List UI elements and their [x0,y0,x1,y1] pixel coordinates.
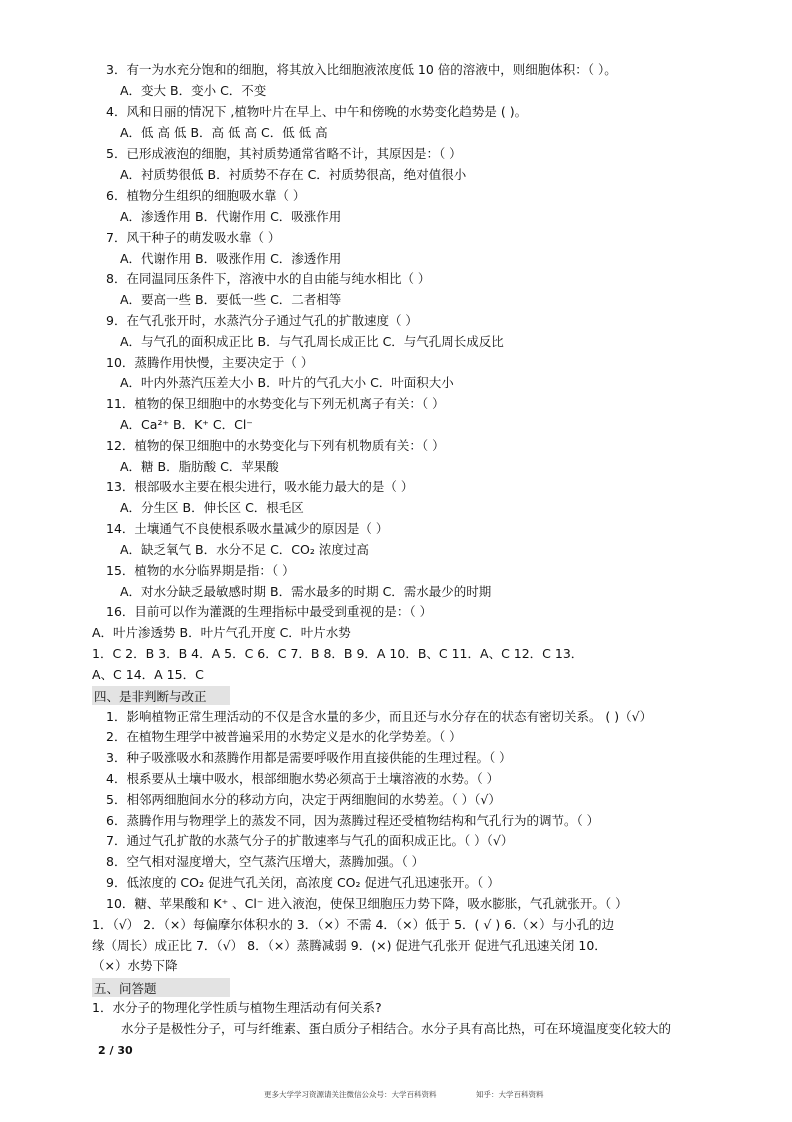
footer-note-wechat: 更多大学学习资源请关注微信公众号：大学百科资料 [264,1090,437,1099]
text-line: 3．有一为水充分饱和的细胞，将其放入比细胞液浓度低 10 倍的溶液中，则细胞体积：（ ）。 [106,62,617,77]
option-line: A．对水分缺乏最敏感时期 B．需水最多的时期 C．需水最少的时期 [120,584,492,599]
text-line: 10．糖、苹果酸和 K⁺ 、Cl⁻ 进入液泡，使保卫细胞压力势下降，吸水膨胀，气孔就张开。（ ） [106,896,628,911]
option-line: A．要高一些 B．要低一些 C．二者相等 [120,292,342,307]
text-line: A．叶片渗透势 B．叶片气孔开度 C．叶片水势 [92,625,351,640]
text-line: 10．蒸腾作用快慢，主要决定于（ ） [106,355,314,370]
text-line: 12．植物的保卫细胞中的水势变化与下列有机物质有关：（ ） [106,438,445,453]
text-line: （×）水势下降 [92,958,178,973]
section-header-text: 五、问答题 [94,981,157,996]
text-line: 9．低浓度的 CO₂ 促进气孔关闭，高浓度 CO₂ 促进气孔迅速张开。（ ） [106,875,500,890]
text-line: A、C 14．A 15．C [92,667,204,682]
text-line: 水分子是极性分子，可与纤维素、蛋白质分子相结合。水分子具有高比热，可在环境温度变化较大的 [121,1021,672,1036]
option-line: A．糖 B．脂肪酸 C．苹果酸 [120,459,279,474]
text-line: 7．风干种子的萌发吸水靠（ ） [106,230,281,245]
text-line: 5．已形成液泡的细胞，其衬质势通常省略不计，其原因是：（ ） [106,146,462,161]
section-header-text: 四、是非判断与改正 [94,689,207,704]
option-line: A．变大 B．变小 C．不变 [120,83,267,98]
text-line: 1．C 2．B 3．B 4．A 5．C 6．C 7．B 8．B 9．A 10．B、C 11．A、C 12．C 13． [92,646,584,661]
text-line: 7．通过气孔扩散的水蒸气分子的扩散速率与气孔的面积成正比。（ ）（√） [106,833,514,848]
text-line: 4．根系要从土壤中吸水，根部细胞水势必须高于土壤溶液的水势。（ ） [106,771,500,786]
option-line: A．衬质势很低 B．衬质势不存在 C．衬质势很高，绝对值很小 [120,167,467,182]
text-line: 缘（周长）成正比 7．（√） 8．（×）蒸腾减弱 9．(×) 促进气孔张开 促进气孔迅速关闭 10． [92,938,607,953]
text-line: 6．植物分生组织的细胞吸水靠（ ） [106,188,306,203]
option-line: A．代谢作用 B．吸涨作用 C．渗透作用 [120,251,342,266]
text-line: 1．（√） 2．（×）每偏摩尔体积水的 3．（×）不需 4．（×）低于 5．( √ ) 6.（×）与小孔的边 [92,917,615,932]
option-line: A．Ca²⁺ B．K⁺ C．Cl⁻ [120,417,253,432]
option-line: A．低 高 低 B．高 低 高 C．低 低 高 [120,125,328,140]
text-line: 6．蒸腾作用与物理学上的蒸发不同，因为蒸腾过程还受植物结构和气孔行为的调节。（ ） [106,813,600,828]
text-line: 8．在同温同压条件下，溶液中水的自由能与纯水相比（ ） [106,271,431,286]
text-line: 8．空气相对湿度增大，空气蒸汽压增大，蒸腾加强。（ ） [106,854,425,869]
text-line: 4．风和日丽的情况下 ,植物叶片在早上、中午和傍晚的水势变化趋势是 ( )。 [106,104,528,119]
text-line: 1．水分子的物理化学性质与植物生理活动有何关系? [92,1000,382,1015]
text-line: 13．根部吸水主要在根尖进行，吸水能力最大的是（ ） [106,479,414,494]
text-line: 5．相邻两细胞间水分的移动方向，决定于两细胞间的水势差。（ ）（√） [106,792,501,807]
text-line: 16．目前可以作为灌溉的生理指标中最受到重视的是：（ ） [106,604,433,619]
option-line: A．渗透作用 B．代谢作用 C．吸涨作用 [120,209,342,224]
text-line: 15．植物的水分临界期是指：（ ） [106,563,295,578]
section-header [92,978,230,997]
text-line: 14．土壤通气不良使根系吸水量减少的原因是（ ） [106,521,389,536]
option-line: A．缺乏氧气 B．水分不足 C．CO₂ 浓度过高 [120,542,369,557]
option-line: A．与气孔的面积成正比 B．与气孔周长成正比 C．与气孔周长成反比 [120,334,504,349]
text-line: 11．植物的保卫细胞中的水势变化与下列无机离子有关：（ ） [106,396,445,411]
text-line: 3．种子吸涨吸水和蒸腾作用都是需要呼吸作用直接供能的生理过程。（ ） [106,750,512,765]
page-number: 2 / 30 [98,1044,133,1057]
text-line: 9．在气孔张开时，水蒸汽分子通过气孔的扩散速度（ ） [106,313,418,328]
option-line: A．分生区 B．伸长区 C．根毛区 [120,500,304,515]
text-line: 1．影响植物正常生理活动的不仅是含水量的多少，而且还与水分存在的状态有密切关系。 ( )（√） [106,709,653,724]
option-line: A．叶内外蒸汽压差大小 B．叶片的气孔大小 C．叶面积大小 [120,375,454,390]
section-header [92,686,230,705]
text-line: 2．在植物生理学中被普遍采用的水势定义是水的化学势差。（ ） [106,729,462,744]
footer-note-zhihu: 知乎：大学百科资料 [476,1090,544,1099]
